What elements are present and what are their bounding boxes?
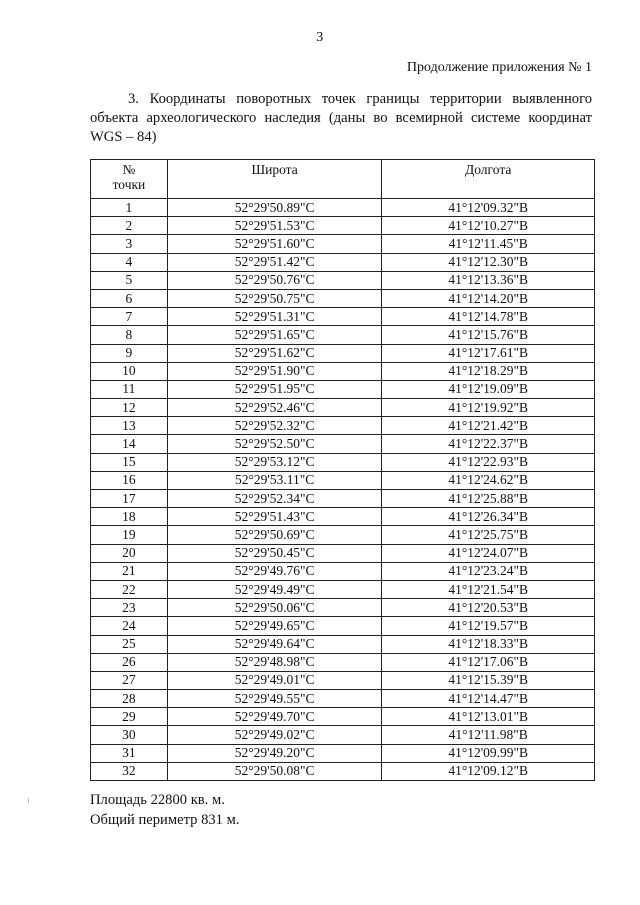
header-longitude: Долгота [382,160,595,199]
cell-point-number: 30 [91,726,168,744]
cell-point-number: 32 [91,762,168,780]
cell-latitude: 52°29'50.08"С [167,762,382,780]
cell-longitude: 41°12'21.54"В [382,580,595,598]
cell-longitude: 41°12'26.34"В [382,508,595,526]
cell-point-number: 11 [91,380,168,398]
table-row [91,544,595,562]
footer [90,790,240,830]
table-row [91,744,595,762]
table-row [91,580,595,598]
table-row [91,708,595,726]
cell-longitude: 41°12'22.93"В [382,453,595,471]
cell-longitude: 41°12'24.07"В [382,544,595,562]
cell-point-number: 14 [91,435,168,453]
table-row [91,671,595,689]
cell-point-number: 17 [91,490,168,508]
coordinates-table [90,159,595,781]
table-row [91,762,595,780]
cell-point-number: 9 [91,344,168,362]
cell-latitude: 52°29'53.11"С [167,471,382,489]
cell-longitude: 41°12'17.61"В [382,344,595,362]
cell-latitude: 52°29'49.01"С [167,671,382,689]
table-row [91,490,595,508]
cell-point-number: 28 [91,690,168,708]
table-header-row [91,160,595,199]
cell-latitude: 52°29'49.55"С [167,690,382,708]
cell-latitude: 52°29'51.95"С [167,380,382,398]
table-row [91,471,595,489]
cell-point-number: 12 [91,399,168,417]
cell-point-number: 5 [91,271,168,289]
cell-point-number: 27 [91,671,168,689]
cell-longitude: 41°12'12.30"В [382,253,595,271]
cell-point-number: 22 [91,580,168,598]
cell-point-number: 31 [91,744,168,762]
cell-latitude: 52°29'49.20"С [167,744,382,762]
table-row [91,635,595,653]
table-body [91,199,595,781]
cell-latitude: 52°29'51.90"С [167,362,382,380]
cell-point-number: 10 [91,362,168,380]
cell-point-number: 16 [91,471,168,489]
cell-latitude: 52°29'51.53"С [167,217,382,235]
table-row [91,690,595,708]
cell-latitude: 52°29'51.31"С [167,308,382,326]
table-row [91,253,595,271]
cell-longitude: 41°12'13.01"В [382,708,595,726]
cell-latitude: 52°29'49.64"С [167,635,382,653]
cell-latitude: 52°29'51.43"С [167,508,382,526]
cell-latitude: 52°29'50.69"С [167,526,382,544]
cell-longitude: 41°12'20.53"В [382,599,595,617]
table-row [91,380,595,398]
cell-longitude: 41°12'09.99"В [382,744,595,762]
cell-longitude: 41°12'24.62"В [382,471,595,489]
table-row [91,599,595,617]
appendix-note: Продолжение приложения № 1 [406,60,592,75]
cell-latitude: 52°29'50.75"С [167,289,382,307]
table-row [91,453,595,471]
cell-longitude: 41°12'09.12"В [382,762,595,780]
cell-latitude: 52°29'51.42"С [167,253,382,271]
table-row [91,562,595,580]
cell-longitude: 41°12'11.45"В [382,235,595,253]
page-number: 3 [316,30,324,45]
table-row [91,399,595,417]
table-row [91,199,595,217]
scan-mark [28,798,29,803]
table-row [91,271,595,289]
cell-latitude: 52°29'51.62"С [167,344,382,362]
cell-latitude: 52°29'51.65"С [167,326,382,344]
cell-point-number: 24 [91,617,168,635]
cell-point-number: 25 [91,635,168,653]
cell-point-number: 3 [91,235,168,253]
table-row [91,217,595,235]
cell-point-number: 26 [91,653,168,671]
cell-longitude: 41°12'25.75"В [382,526,595,544]
cell-longitude: 41°12'19.92"В [382,399,595,417]
cell-point-number: 23 [91,599,168,617]
cell-point-number: 1 [91,199,168,217]
cell-longitude: 41°12'19.57"В [382,617,595,635]
table-row [91,417,595,435]
cell-point-number: 7 [91,308,168,326]
cell-longitude: 41°12'11.98"В [382,726,595,744]
cell-longitude: 41°12'10.27"В [382,217,595,235]
cell-longitude: 41°12'14.78"В [382,308,595,326]
cell-latitude: 52°29'50.06"С [167,599,382,617]
cell-longitude: 41°12'09.32"В [382,199,595,217]
table-row [91,235,595,253]
table-row [91,435,595,453]
cell-point-number: 15 [91,453,168,471]
cell-longitude: 41°12'14.47"В [382,690,595,708]
cell-point-number: 13 [91,417,168,435]
perimeter-text: Общий периметр 831 м. [90,812,240,828]
cell-latitude: 52°29'52.32"С [167,417,382,435]
cell-latitude: 52°29'52.34"С [167,490,382,508]
cell-point-number: 21 [91,562,168,580]
table-row [91,617,595,635]
cell-point-number: 2 [91,217,168,235]
cell-point-number: 29 [91,708,168,726]
cell-longitude: 41°12'15.76"В [382,326,595,344]
table-row [91,344,595,362]
table-row [91,508,595,526]
section-heading: 3. Координаты поворотных точек границы территории выявленного объекта археологического наследия (даны во всемирной системе координат WGS – 84) [90,91,592,145]
cell-longitude: 41°12'18.33"В [382,635,595,653]
cell-latitude: 52°29'52.46"С [167,399,382,417]
cell-point-number: 8 [91,326,168,344]
table-row [91,653,595,671]
table-row [91,362,595,380]
cell-longitude: 41°12'19.09"В [382,380,595,398]
cell-latitude: 52°29'52.50"С [167,435,382,453]
table-row [91,726,595,744]
cell-latitude: 52°29'49.02"С [167,726,382,744]
cell-latitude: 52°29'49.49"С [167,580,382,598]
table-row [91,326,595,344]
cell-longitude: 41°12'17.06"В [382,653,595,671]
cell-latitude: 52°29'50.76"С [167,271,382,289]
cell-point-number: 19 [91,526,168,544]
cell-longitude: 41°12'15.39"В [382,671,595,689]
cell-longitude: 41°12'22.37"В [382,435,595,453]
table-row [91,289,595,307]
cell-point-number: 18 [91,508,168,526]
header-latitude: Широта [167,160,382,199]
cell-longitude: 41°12'14.20"В [382,289,595,307]
cell-latitude: 52°29'49.65"С [167,617,382,635]
cell-latitude: 52°29'49.70"С [167,708,382,726]
header-point-number: № точки [91,160,168,199]
cell-longitude: 41°12'25.88"В [382,490,595,508]
cell-point-number: 6 [91,289,168,307]
cell-longitude: 41°12'13.36"В [382,271,595,289]
cell-latitude: 52°29'49.76"С [167,562,382,580]
cell-latitude: 52°29'50.89"С [167,199,382,217]
cell-latitude: 52°29'53.12"С [167,453,382,471]
cell-longitude: 41°12'18.29"В [382,362,595,380]
cell-point-number: 20 [91,544,168,562]
cell-longitude: 41°12'21.42"В [382,417,595,435]
cell-latitude: 52°29'48.98"С [167,653,382,671]
cell-longitude: 41°12'23.24"В [382,562,595,580]
table-row [91,308,595,326]
area-text: Площадь 22800 кв. м. [90,792,225,808]
cell-point-number: 4 [91,253,168,271]
cell-latitude: 52°29'50.45"С [167,544,382,562]
table-row [91,526,595,544]
cell-latitude: 52°29'51.60"С [167,235,382,253]
